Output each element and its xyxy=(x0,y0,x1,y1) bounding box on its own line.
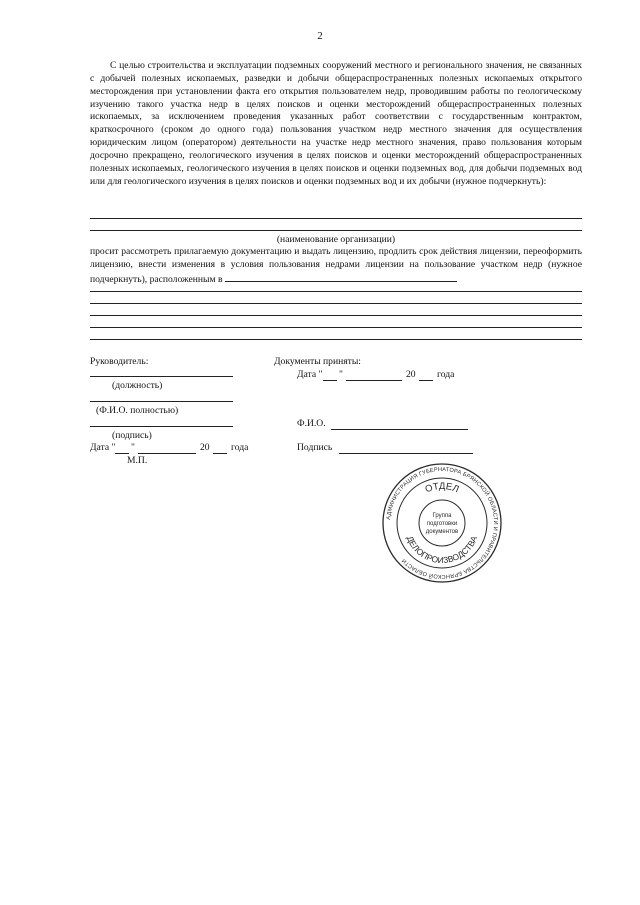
position-label: (должность) xyxy=(112,380,163,391)
office-stamp xyxy=(381,462,503,584)
receiver-signature-label: Подпись xyxy=(297,442,333,453)
signature-label: (подпись) xyxy=(112,430,152,441)
location-blank xyxy=(225,272,457,282)
location-line-2 xyxy=(90,303,582,304)
right-date-year-line xyxy=(419,380,433,381)
receiver-fio-label: Ф.И.О. xyxy=(297,418,326,429)
right-date-year: 20 xyxy=(406,369,416,380)
svg-text:ДЕЛОПРОИЗВОДСТВА xyxy=(405,534,479,565)
page-number: 2 xyxy=(317,30,323,42)
right-date-month-line xyxy=(346,380,402,381)
purpose-paragraph: С целью строительства и эксплуатации подземных сооружений местного и регионального значения, не связанных с добычей полезных ископаемых, разведки и добычи общераспространенных полезных ископаемых открытого месторождения при установлении факта его открытия пользователем недр, проводившим работы по геологическому изучению такого участка недр в целях поисков и оценки месторождений общераспространенных полезных ископаемых, за исключением проведения указанных работ соответствии с государственным контрактом, краткосрочного (сроком до одного года) пользования участком недр местного значения для осуществления юридическим лицом (оператором) деятельности на участке недр местного значения, право пользования которым досрочно прекращено, геологического изучения в целях поисков и оценки месторождений общераспространенных полезных ископаемых, геологического изучения в целях поисков и оценки подземных вод, для добычи подземных вод или для геологического изучения в целях поисков и оценки подземных вод и их добычи (нужное подчеркнуть): xyxy=(90,60,582,187)
request-paragraph xyxy=(90,246,582,286)
receiver-fio-line xyxy=(331,429,468,430)
location-line-5 xyxy=(90,339,582,340)
right-date-suffix: года xyxy=(437,369,455,380)
left-date-day-line xyxy=(115,453,129,454)
location-line-3 xyxy=(90,315,582,316)
organization-line-1 xyxy=(90,218,582,219)
organization-line-2 xyxy=(90,230,582,231)
organization-label: (наименование организации) xyxy=(276,234,396,245)
stamp-center-line-3: документов xyxy=(425,529,459,535)
seal-place-label: М.П. xyxy=(127,455,148,466)
fio-line xyxy=(90,401,233,402)
stamp-center-line-1: Группа xyxy=(432,513,452,519)
stamp-outer-text: АДМИНИСТРАЦИЯ ГУБЕРНАТОРА БРЯНСКОЙ ОБЛАСТИ И ПРАВИТЕЛЬСТВА БРЯНСКОЙ ОБЛАСТИ xyxy=(386,466,499,580)
fio-label: (Ф.И.О. полностью) xyxy=(96,405,179,416)
right-date-quote: " xyxy=(339,369,343,380)
stamp-center-line-2: подготовки xyxy=(426,521,458,527)
accepted-label: Документы приняты: xyxy=(274,356,361,367)
left-date-quote: " xyxy=(131,442,135,453)
request-text: просит рассмотреть прилагаемую документацию и выдать лицензию, продлить срок действия лицензии, переоформить лицензию, внести изменения в условия пользования недрами лицензии на пользование участком недр (нужное подчеркнуть), расположенным в xyxy=(90,246,582,285)
stamp-department-text: ОТДЕЛ xyxy=(423,480,461,496)
left-date-month-line xyxy=(138,453,196,454)
location-line-4 xyxy=(90,327,582,328)
head-label: Руководитель: xyxy=(90,356,149,367)
left-date-suffix: года xyxy=(231,442,249,453)
position-line xyxy=(90,376,233,377)
right-date-prefix: Дата " xyxy=(297,369,323,380)
left-date-year: 20 xyxy=(200,442,210,453)
receiver-signature-line xyxy=(339,453,473,454)
left-date-year-line xyxy=(213,453,227,454)
stamp-division-text: ДЕЛОПРОИЗВОДСТВА xyxy=(404,534,480,566)
right-date-day-line xyxy=(323,380,337,381)
left-date-prefix: Дата " xyxy=(90,442,116,453)
signature-line xyxy=(90,426,233,427)
location-line-1 xyxy=(90,291,582,292)
svg-text:ОТДЕЛ xyxy=(424,481,461,495)
